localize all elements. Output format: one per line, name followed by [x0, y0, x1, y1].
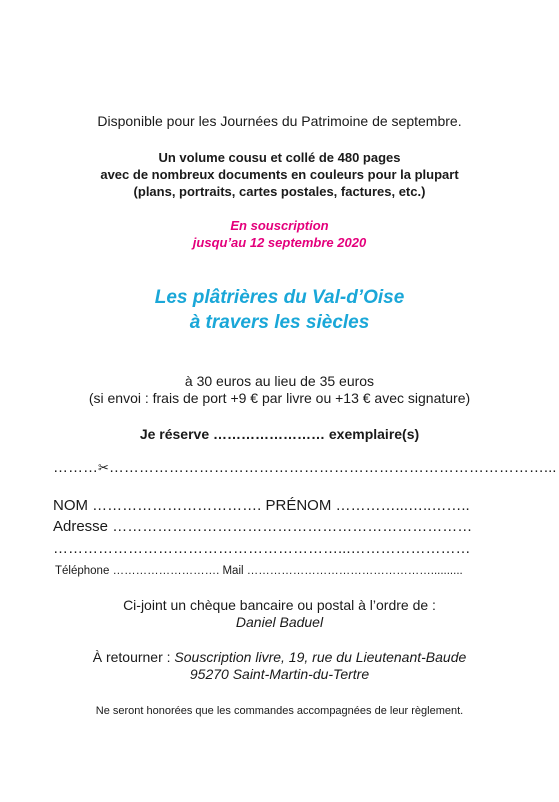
mail-label: Mail	[222, 565, 244, 577]
payee-name: Daniel Baduel	[235, 614, 324, 630]
mail-dots: …………………………………………..........	[246, 565, 463, 577]
telephone-dots: ……………………….	[112, 565, 220, 577]
subscription-line-1: En souscription	[230, 218, 329, 233]
telephone-mail-field[interactable]	[55, 566, 463, 578]
cut-dots: ……………………………………………………………………………...	[108, 459, 557, 476]
nom-prenom-field[interactable]: NOM ……………………………. PRÉNOM …………...…..……..	[53, 497, 470, 514]
adresse-continued-field[interactable]: …………………………………………………...……………………	[53, 540, 471, 557]
cut-prefix-dots: ………	[53, 459, 98, 476]
reserve-line: Je réserve …………………… exemplaire(s)	[139, 426, 420, 442]
return-address-line-2: 95270 Saint-Martin-du-Tertre	[189, 666, 370, 682]
volume-line-1: Un volume cousu et collé de 480 pages	[158, 150, 401, 165]
book-title-line-2: à travers les siècles	[189, 312, 370, 333]
volume-line-2: avec de nombreux documents en couleurs pour la plupart	[100, 167, 459, 182]
availability-line: Disponible pour les Journées du Patrimoine de septembre.	[97, 113, 462, 129]
payment-line-1: Ci-joint un chèque bancaire ou postal à l’ordre de :	[123, 597, 436, 613]
price-line-1: à 30 euros au lieu de 35 euros	[184, 373, 375, 389]
price-line-2: (si envoi : frais de port +9 € par livre ou +13 € avec signature)	[88, 390, 471, 406]
return-label: À retourner :	[92, 649, 175, 665]
book-title-line-1: Les plâtrières du Val-d’Oise	[154, 287, 405, 308]
volume-line-3: (plans, portraits, cartes postales, factures, etc.)	[133, 184, 426, 199]
return-address-line-1	[0, 650, 559, 664]
footer-note: Ne seront honorées que les commandes accompagnées de leur règlement.	[95, 705, 464, 717]
cut-line	[53, 460, 556, 475]
adresse-field[interactable]: Adresse ………………………………………………………………	[53, 518, 473, 535]
return-address-1: Souscription livre, 19, rue du Lieutenant-Baude	[174, 649, 467, 665]
telephone-label: Téléphone	[55, 565, 110, 577]
scissors-icon: ✂	[98, 460, 109, 475]
subscription-line-2: jusqu’au 12 septembre 2020	[192, 235, 367, 250]
